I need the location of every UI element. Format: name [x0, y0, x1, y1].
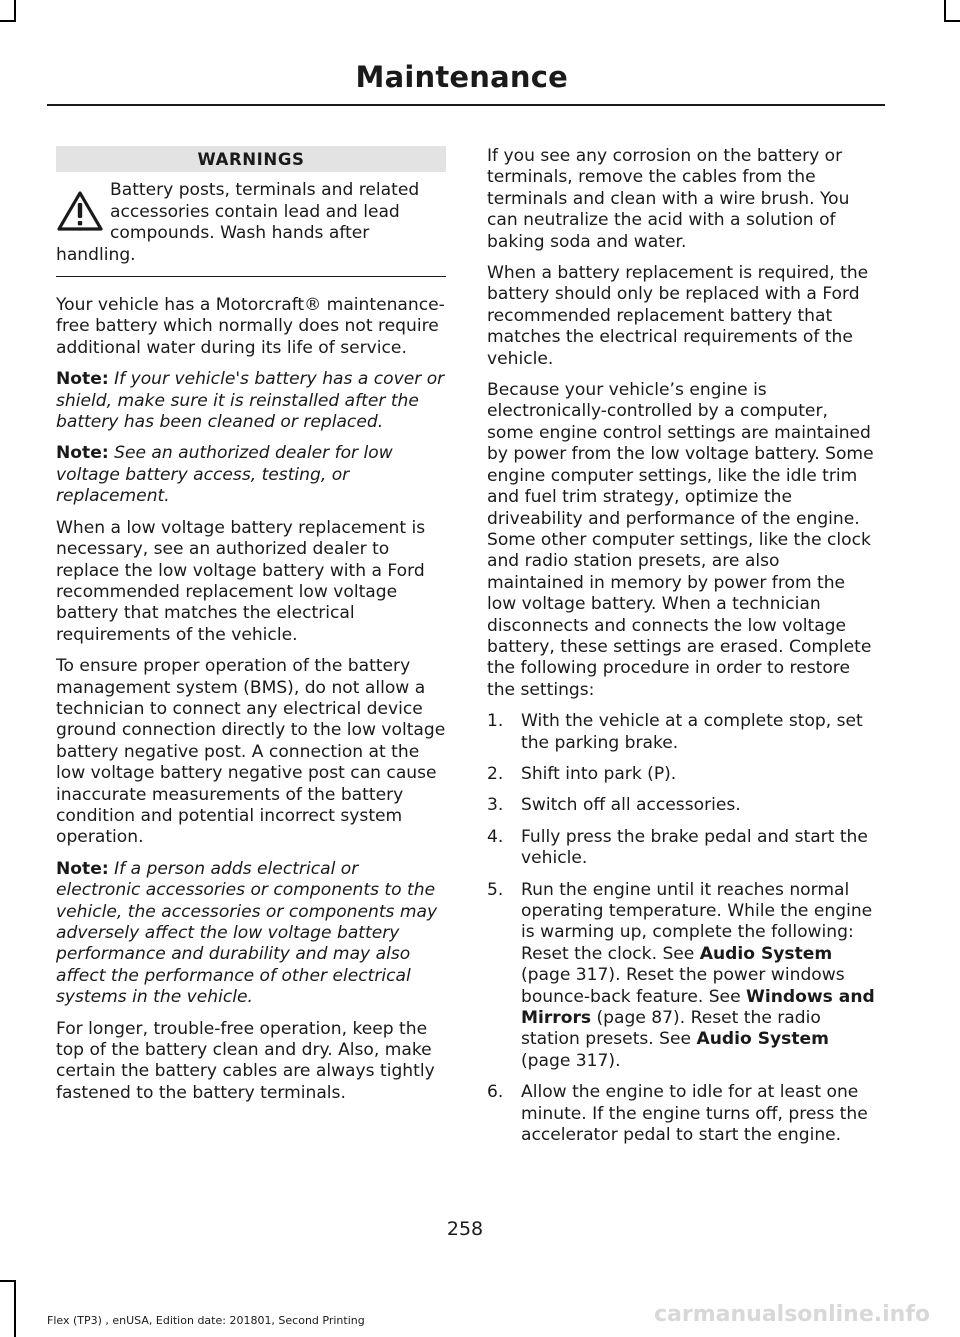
step-text: Fully press the brake pedal and start the vehicle. [521, 826, 868, 869]
step-number: 2. [487, 763, 504, 784]
note [56, 443, 446, 507]
note-label: Note: [56, 369, 109, 390]
paragraph: Because your vehicle’s engine is electronically-controlled by a computer, some engine control settings are maintained by power from the low voltage battery. Some engine computer settings, like the idle trim and fuel trim strategy, optimize the driveability and performance of the engine. Some other computer settings, like the clock and radio station presets, are also maintained in memory by power from the low voltage battery. When a technician disconnects and connects the low voltage battery, these settings are erased. Complete the following procedure in order to restore the settings: [487, 380, 874, 700]
page-title: Maintenance [355, 60, 568, 94]
step-text: With the vehicle at a complete stop, set the parking brake. [521, 711, 863, 753]
list-item [487, 1082, 877, 1146]
header-divider [47, 104, 885, 106]
warning-heading: WARNINGS [56, 146, 446, 172]
warning-box [56, 146, 446, 277]
list-item [487, 880, 877, 1073]
step-text: (page 87). Reset the radio station presets. See [521, 1008, 821, 1050]
step-number: 3. [487, 795, 504, 816]
crop-mark [944, 20, 960, 22]
list-item [487, 764, 877, 785]
paragraph: Your vehicle has a Motorcraft® maintenance-free battery which normally does not require additional water during its life of service. [56, 295, 445, 358]
step-text: Allow the engine to idle for at least one minute. If the engine turns off, press the accelerator pedal to start the engine. [521, 1082, 868, 1146]
crop-mark [14, 1280, 16, 1337]
note-label: Note: [56, 443, 109, 464]
paragraph: To ensure proper operation of the battery management system (BMS), do not allow a technician to connect any electrical device ground connection directly to the low voltage battery negative post. A connection at the low voltage battery negative post can cause inaccurate measurements of the battery condition and potential incorrect system operation. [56, 656, 446, 848]
cross-reference-link[interactable]: Audio System [699, 943, 833, 964]
step-text: Switch off all accessories. [521, 795, 741, 816]
crop-mark [0, 20, 16, 22]
step-text: Shift into park (P). [521, 763, 677, 784]
paragraph: For longer, trouble-free operation, keep the top of the battery clean and dry. Also, make certain the battery cables are always tightly fastened to the battery terminals. [56, 1018, 435, 1103]
note-label: Note: [56, 858, 109, 879]
crop-mark [0, 1280, 16, 1282]
left-column [56, 146, 446, 1114]
step-text: (page 317). [521, 1050, 621, 1071]
note [56, 369, 446, 433]
watermark: carmanualsonline.info [654, 1302, 930, 1327]
page-number: 258 [446, 1218, 484, 1240]
crop-mark [14, 0, 16, 22]
step-text: Run the engine until it reaches normal operating temperature. While the engine is warming up, complete the following: Reset the clock. See [521, 879, 873, 964]
paragraph: If you see any corrosion on the battery or terminals, remove the cables from the terminals and clean with a wire brush. You can neutralize the acid with a solution of baking soda and water. [487, 146, 850, 252]
crop-mark [944, 0, 946, 22]
warning-divider [56, 276, 446, 277]
step-number: 1. [487, 711, 504, 732]
paragraph: When a low voltage battery replacement is necessary, see an authorized dealer to replace the low voltage battery with a Ford recommended replacement low voltage battery that matches the electrical requirements of the vehicle. [56, 517, 426, 645]
list-item [487, 795, 877, 816]
paragraph: When a battery replacement is required, the battery should only be replaced with a Ford recommended replacement battery that matches the electrical requirements of the vehicle. [487, 263, 869, 369]
warning-text: Battery posts, terminals and related accessories contain lead and lead compounds. Wash hands after handling. [56, 180, 420, 265]
cross-reference-link[interactable]: Audio System [696, 1029, 829, 1050]
list-item [487, 711, 877, 754]
footer-edition-info: Flex (TP3) , enUSA, Edition date: 201801, Second Printing [47, 1314, 365, 1327]
step-number: 6. [487, 1082, 504, 1103]
warning-body [56, 180, 446, 277]
list-item [487, 827, 877, 870]
note [56, 859, 446, 1009]
step-number: 5. [487, 879, 504, 900]
note-text: See an authorized dealer for low voltage battery access, testing, or replacement. [56, 443, 393, 507]
right-column [487, 146, 877, 1156]
warning-triangle-icon [56, 190, 104, 232]
step-text: (page 317). Reset the power windows bounce-back feature. See [521, 965, 845, 1007]
procedure-steps [487, 711, 877, 1146]
step-number: 4. [487, 826, 504, 847]
note-text: If your vehicle's battery has a cover or shield, make sure it is reinstalled after the battery has been cleaned or replaced. [56, 369, 445, 433]
cross-reference-link[interactable]: Windows and Mirrors [521, 986, 875, 1029]
note-text: If a person adds electrical or electronic accessories or components to the vehicle, the accessories or components may adversely affect the low voltage battery performance and durability and may also affect the performance of other electrical systems in the vehicle. [56, 858, 438, 1008]
